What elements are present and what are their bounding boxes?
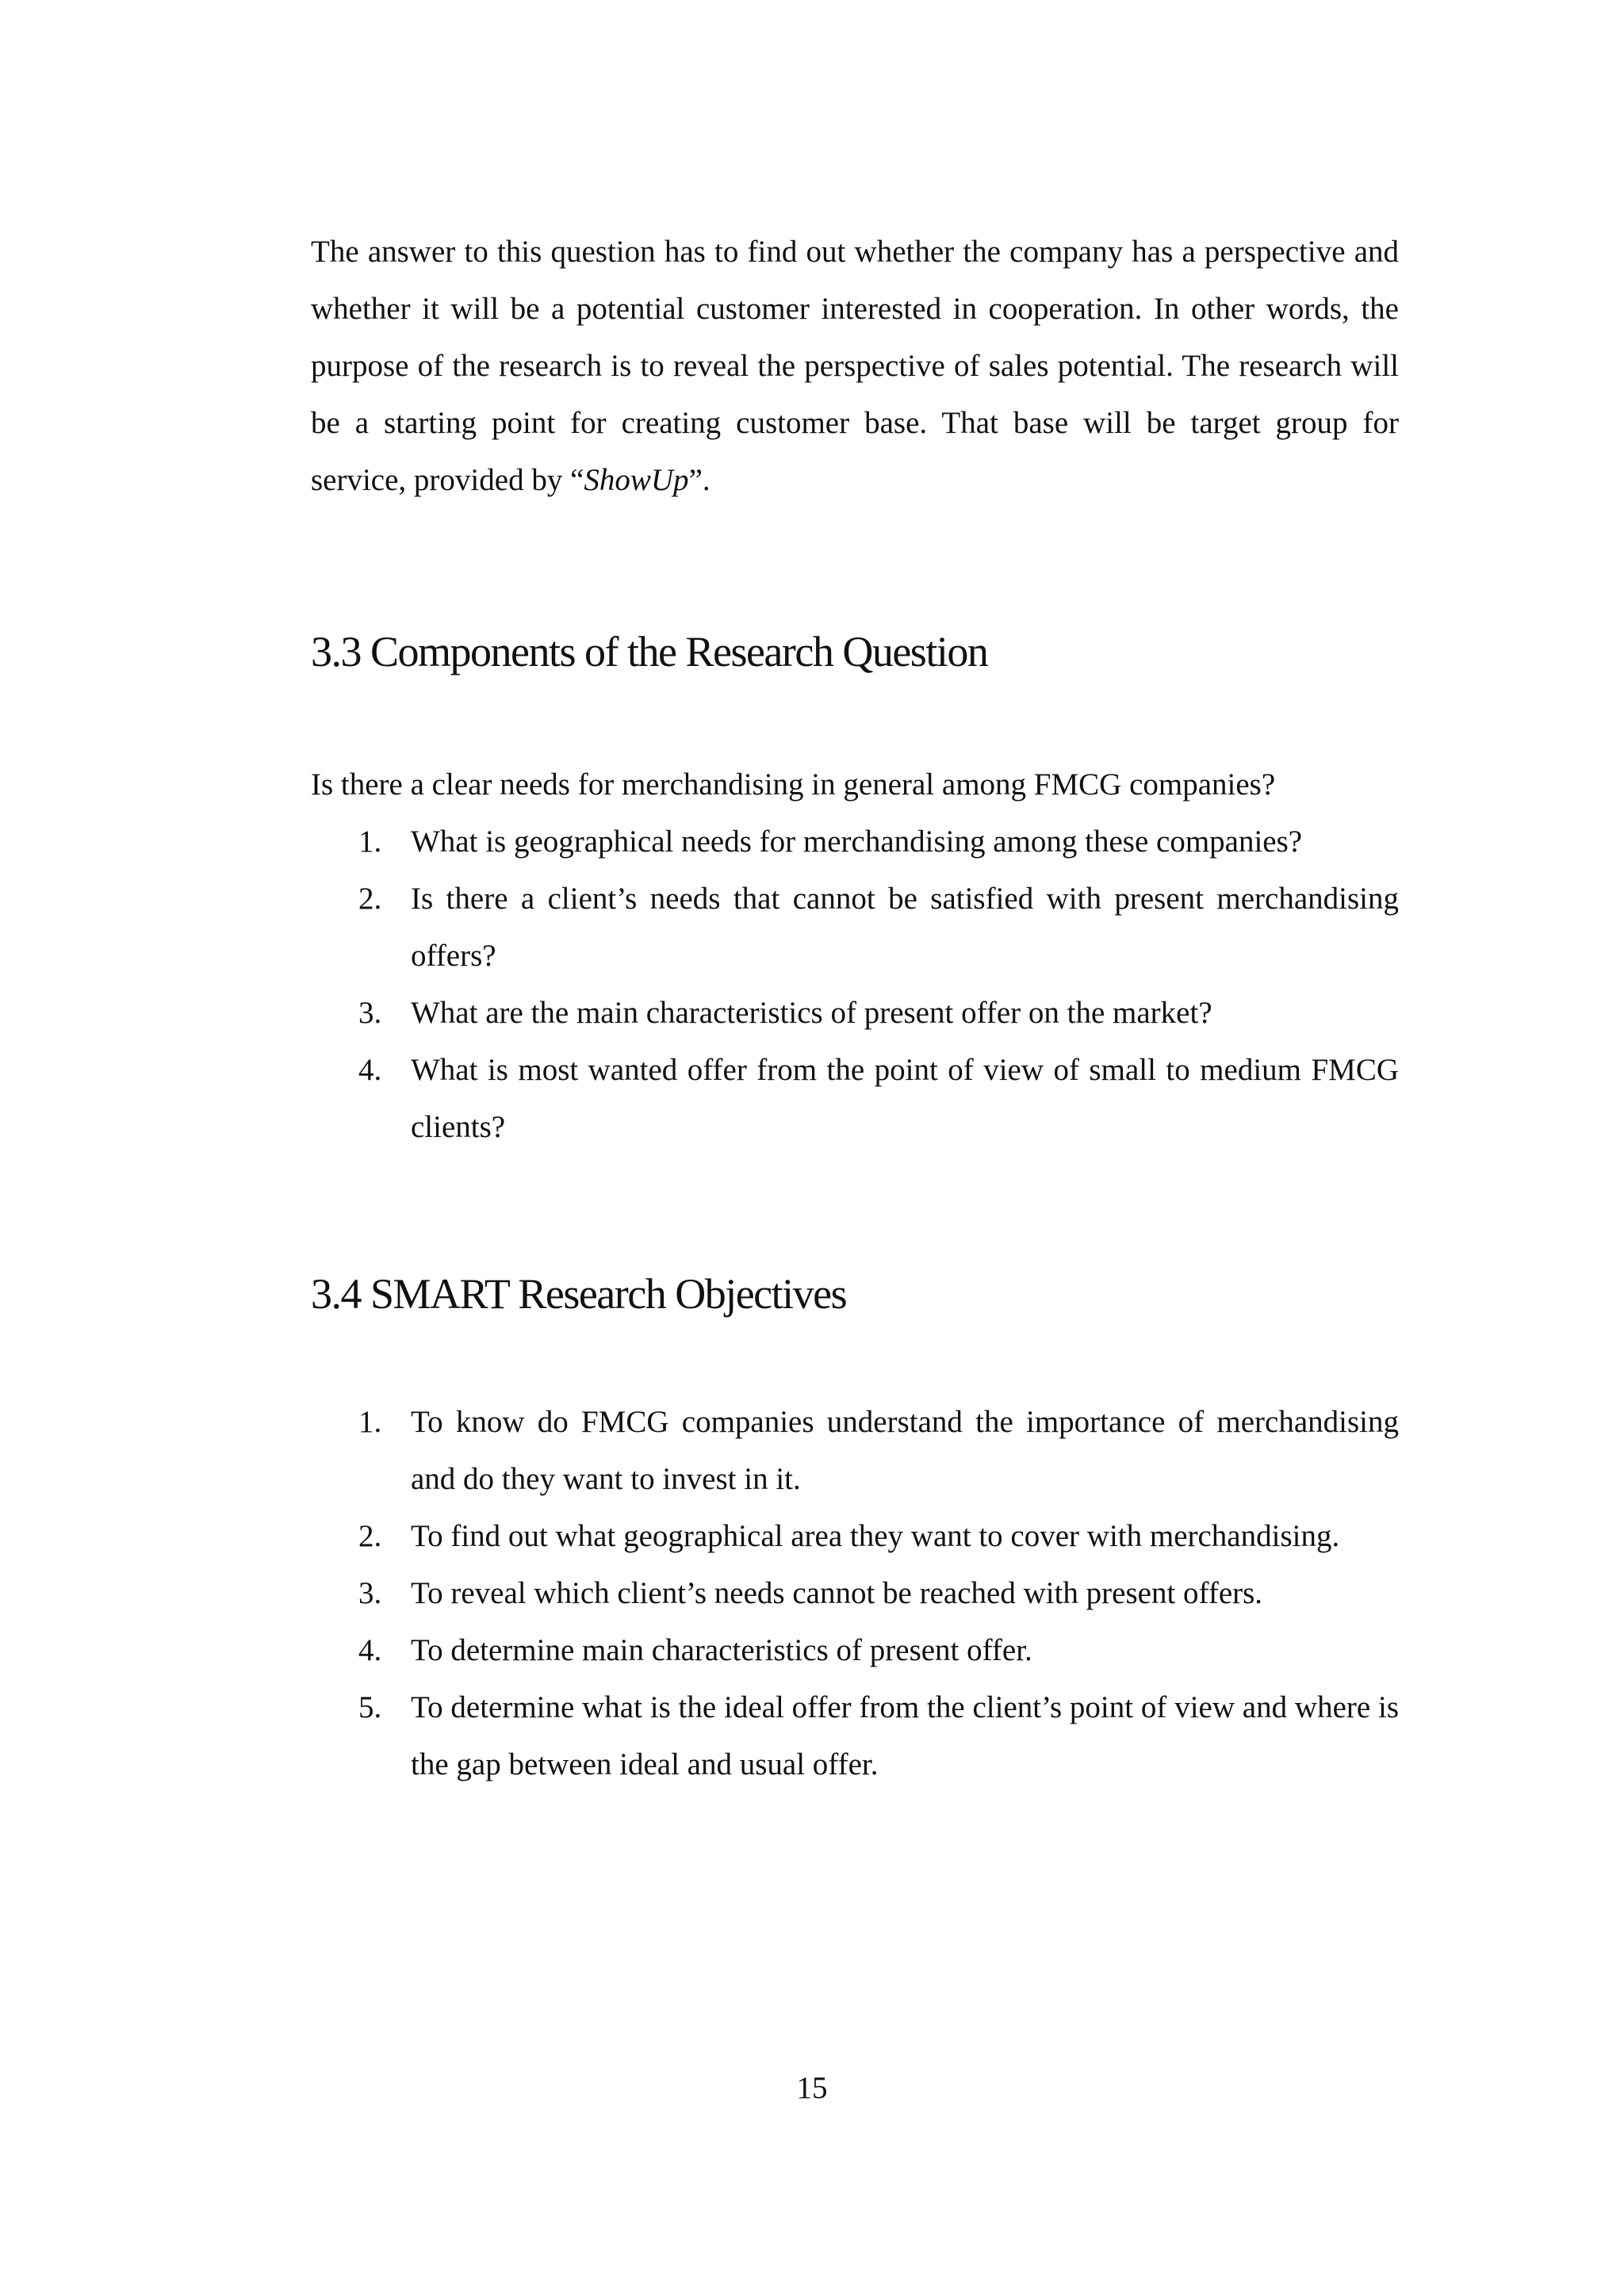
research-objectives-list xyxy=(311,1394,1399,1793)
list-item-number: 3. xyxy=(358,1576,382,1610)
list-item-text: To determine what is the ideal offer from the client’s point of view and where is the gap between ideal and usual offer. xyxy=(411,1690,1399,1781)
list-item-number: 2. xyxy=(358,1519,382,1553)
intro-text-end: ”. xyxy=(688,463,710,497)
research-question: Is there a clear needs for merchandising in general among FMCG companies? xyxy=(311,767,1276,802)
list-item xyxy=(311,985,1399,1042)
list-item-text: What is geographical needs for merchandising among these companies? xyxy=(411,825,1303,859)
list-item xyxy=(311,1565,1399,1622)
list-item xyxy=(311,871,1399,985)
list-item-number: 4. xyxy=(358,1053,382,1087)
section-heading-3-4: 3.4 SMART Research Objectives xyxy=(311,1270,847,1318)
intro-text: The answer to this question has to find out whether the company has a perspective and whether it will be a potential customer interested in cooperation. In other words, the purpose of the research is to reveal the perspective of sales potential. The research will be a starting point for creating customer base. That base will be target group for service, provided by “ xyxy=(311,235,1399,497)
list-item-number: 5. xyxy=(358,1690,382,1724)
list-item-number: 2. xyxy=(358,882,382,916)
list-item-text: What is most wanted offer from the point of view of small to medium FMCG clients? xyxy=(411,1053,1399,1144)
list-item xyxy=(311,1394,1399,1508)
list-item xyxy=(311,1508,1399,1565)
list-item-text: To know do FMCG companies understand the importance of merchandising and do they want to invest in it. xyxy=(411,1405,1399,1496)
intro-paragraph xyxy=(311,224,1399,509)
intro-italic-name: ShowUp xyxy=(584,463,689,497)
list-item-text: To find out what geographical area they want to cover with merchandising. xyxy=(411,1519,1340,1553)
list-item-number: 1. xyxy=(358,825,382,859)
list-item-number: 4. xyxy=(358,1633,382,1667)
list-item-text: To determine main characteristics of present offer. xyxy=(411,1633,1032,1667)
list-item xyxy=(311,1679,1399,1793)
research-question-components-list xyxy=(311,813,1399,1156)
list-item xyxy=(311,813,1399,871)
list-item-number: 1. xyxy=(358,1405,382,1439)
page-number: 15 xyxy=(796,2071,828,2105)
list-item-number: 3. xyxy=(358,996,382,1030)
section-heading-3-3: 3.3 Components of the Research Question xyxy=(311,628,988,675)
list-item-text: Is there a client’s needs that cannot be satisfied with present merchandising offers? xyxy=(411,882,1399,973)
list-item-text: To reveal which client’s needs cannot be reached with present offers. xyxy=(411,1576,1263,1610)
list-item xyxy=(311,1622,1399,1679)
list-item xyxy=(311,1042,1399,1156)
list-item-text: What are the main characteristics of present offer on the market? xyxy=(411,996,1212,1030)
